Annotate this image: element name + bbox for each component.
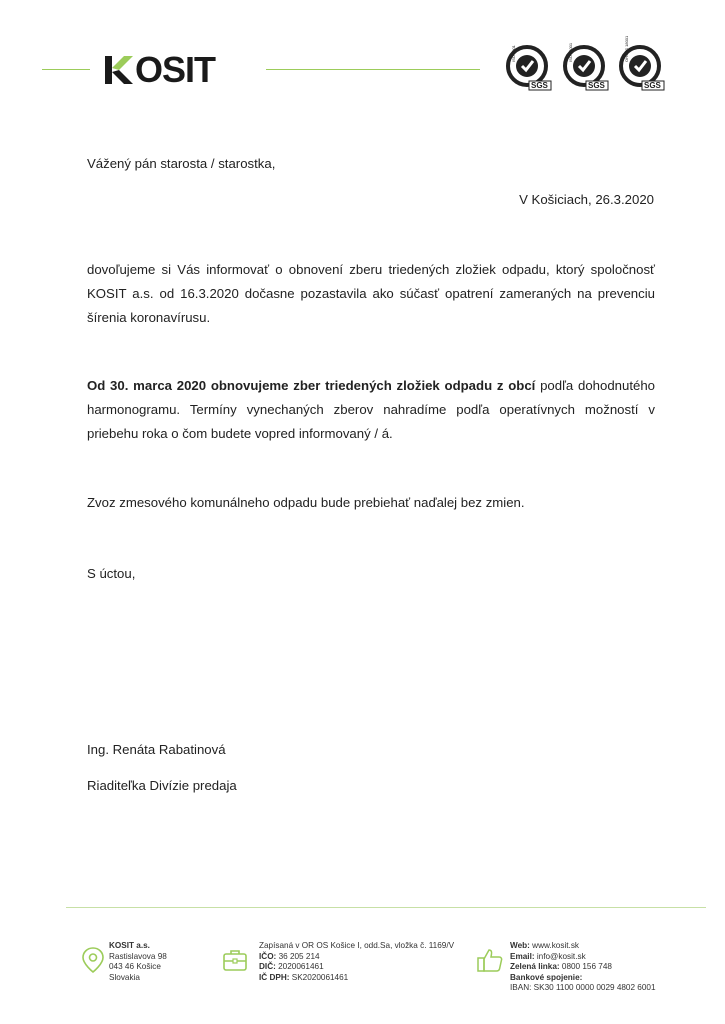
cert-label-3: SGS xyxy=(644,81,661,90)
cert-label-2: SGS xyxy=(588,81,605,90)
signer-title: Riaditeľka Divízie predaja xyxy=(87,778,237,793)
paragraph-mixed-waste: Zvoz zmesového komunálneho odpadu bude prebiehať naďalej bez zmien. xyxy=(87,495,525,510)
footer-company xyxy=(109,941,167,983)
closing: S úctou, xyxy=(87,566,136,581)
footer-icdph: SK2020061461 xyxy=(289,972,349,982)
cert-standard-1: ISO 9001 xyxy=(511,45,516,62)
footer-registry: Zapísaná v OR OS Košice I, odd.Sa, vložka č. 1169/V IČO: 36 205 214 DIČ: 2020061461 IČ DPH: SK2020061461 xyxy=(259,941,455,982)
kosit-logo: OSIT xyxy=(104,50,215,90)
cert-label-1: SGS xyxy=(531,81,548,90)
thumbs-up-icon xyxy=(476,946,504,974)
salutation: Vážený pán starosta / starostka, xyxy=(87,156,276,171)
footer-contact: Web: www.kosit.sk Email: info@kosit.sk Zelená linka: 0800 156 748 Bankové spojenie: IBAN: SK30 1100 0000 0029 4802 6001 xyxy=(510,941,656,993)
footer-street: Rastislavova 98 xyxy=(109,951,167,961)
header-line-left xyxy=(42,69,90,70)
place-date: V Košiciach, 26.3.2020 xyxy=(519,192,654,207)
footer-bank-label: Bankové spojenie: xyxy=(510,972,583,982)
footer-country: Slovakia xyxy=(109,972,140,982)
footer-divider xyxy=(66,907,706,908)
footer-registered: Zapísaná v OR OS Košice I, odd.Sa, vložka č. 1169/V xyxy=(259,941,455,950)
kosit-k-mark-icon xyxy=(104,55,134,85)
footer-ico: 36 205 214 xyxy=(276,951,320,961)
footer-city: 043 46 Košice xyxy=(109,962,161,972)
footer-company-name: KOSIT a.s. xyxy=(109,941,150,950)
signer-name: Ing. Renáta Rabatinová xyxy=(87,742,226,757)
paragraph-info: dovoľujeme si Vás informovať o obnovení zberu triedených zložiek odpadu, ktorý spoločnosť KOSIT a.s. od 16.3.2020 dočasne pozastavila ako súčasť opatrení zameraných na prevenciu šírenia koronavírusu. xyxy=(87,262,655,325)
briefcase-icon xyxy=(221,946,249,974)
location-pin-icon xyxy=(79,946,107,974)
paragraph-schedule-highlight: Od 30. marca 2020 obnovujeme zber triedených zložiek odpadu z obcí xyxy=(87,378,536,393)
footer-green-line: 0800 156 748 xyxy=(559,962,612,972)
footer-dic: 2020061461 xyxy=(275,962,324,972)
footer-iban: IBAN: SK30 1100 0000 0029 4802 6001 xyxy=(510,983,656,993)
footer-email[interactable]: info@kosit.sk xyxy=(534,951,586,961)
header-line-right xyxy=(266,69,480,70)
cert-standard-3: OHSAS 18001 xyxy=(624,35,629,62)
cert-standard-2: ISO 14001 xyxy=(568,42,573,62)
paragraph-schedule xyxy=(87,374,655,446)
paragraph-schedule-rest: podľa dohodnutého harmonogramu. Termíny vynechaných zberov nahradíme podľa operatívnych možností v priebehu roka o čom budete vopred informovaný / á. xyxy=(87,378,656,441)
footer-web[interactable]: www.kosit.sk xyxy=(529,941,580,950)
